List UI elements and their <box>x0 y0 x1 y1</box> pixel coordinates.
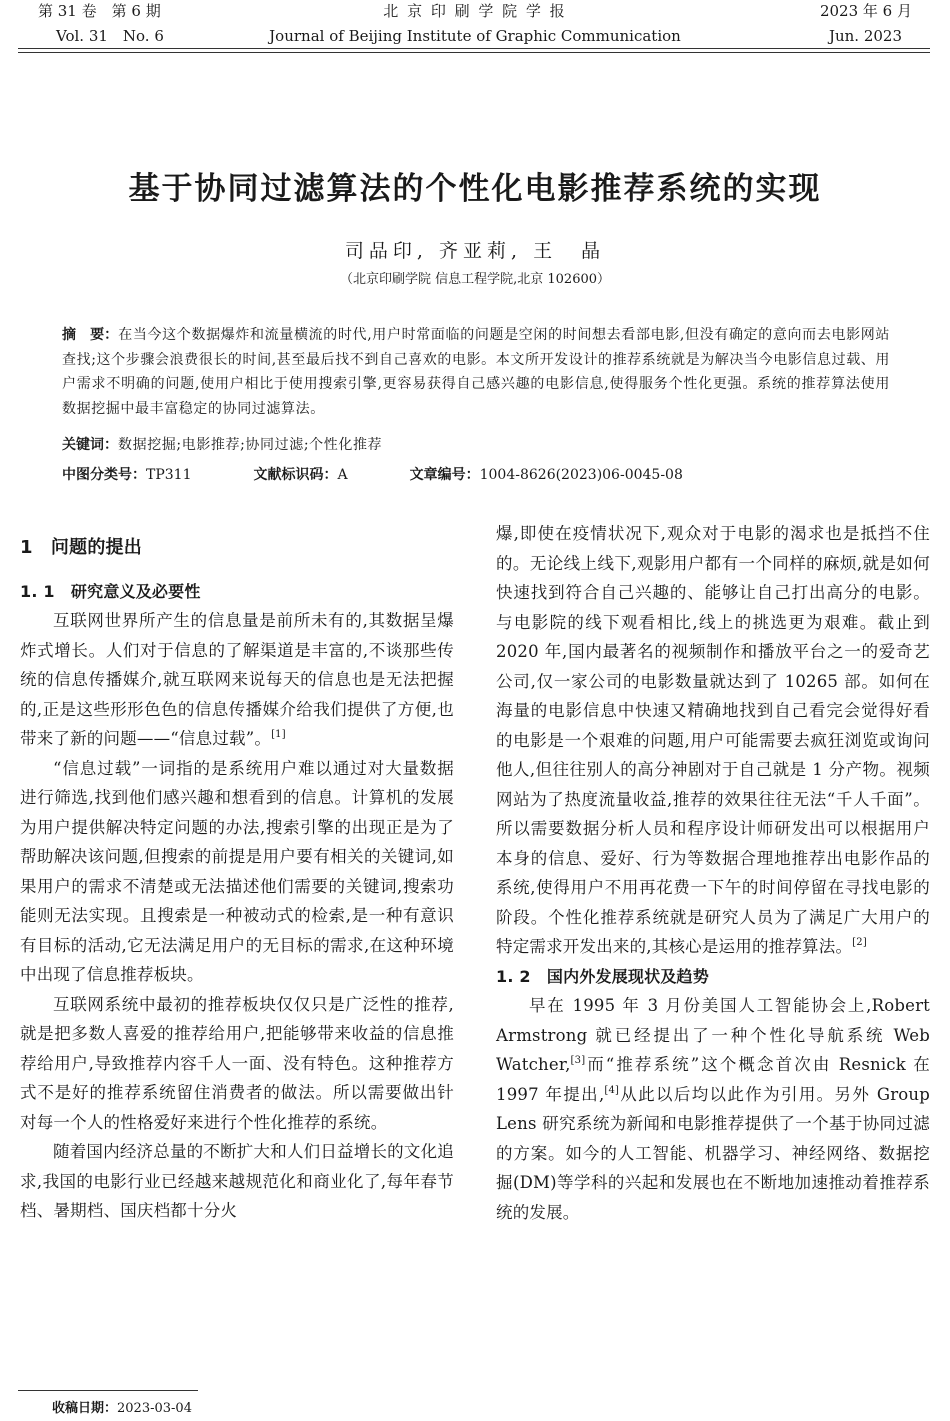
header-volume-en: Vol. 31 No. 6 <box>56 27 164 45</box>
right-column <box>496 519 930 1227</box>
article-number-value: 1004-8626(2023)06-0045-08 <box>479 467 683 483</box>
abstract-label: 摘 要： <box>62 327 119 343</box>
author-list: 司品印, 齐亚莉, 王 晶 <box>344 240 606 262</box>
keywords-text: 数据挖掘;电影推荐;协同过滤;个性化推荐 <box>118 437 383 453</box>
article-number-label: 文章编号： <box>409 467 480 483</box>
left-paragraph-4: 随着国内经济总量的不断扩大和人们日益增长的文化追求,我国的电影行业已经越来越规范化和商业化了,每年春节档、暑期档、国庆档都十分火 <box>20 1142 454 1220</box>
header-date-en: Jun. 2023 <box>828 27 902 45</box>
header-date-cn: 2023 年 6 月 <box>819 2 912 20</box>
citation-4: [4] <box>604 1084 620 1096</box>
keywords <box>62 434 382 454</box>
citation-3: [3] <box>570 1055 586 1066</box>
header-rule-thin <box>18 52 930 53</box>
left-paragraph-2: “信息过载”一词指的是系统用户难以通过对大量数据进行筛选,找到他们感兴趣和想看到的信息。计算机的发展为用户提供解决特定问题的办法,搜索引擎的出现正是为了帮助解决该问题,但搜索的前提是用户要有相关的关键词,如果用户的需求不清楚或无法描述他们需要的关键词,搜索功能则无法实现。且搜索是一种被动式的检索,是一种有意识有目标的活动,它无法满足用户的无目标的需求,在这种环境中出现了信息推荐板块。 <box>20 758 454 984</box>
header-journal-en: Journal of Beijing Institute of Graphic Communication <box>269 27 681 45</box>
header-journal-cn: 北 京 印 刷 学 院 学 报 <box>383 2 567 20</box>
citation-1: [1] <box>271 729 286 740</box>
received-date-value: 2023-03-04 <box>117 1401 192 1416</box>
affiliation: （北京印刷学院 信息工程学院,北京 102600） <box>339 272 611 287</box>
left-paragraph-3: 互联网系统中最初的推荐板块仅仅只是广泛性的推荐,就是把多数人喜爱的推荐给用户,把能够带来收益的信息推荐给用户,导致推荐内容千人一面、没有特色。这种推荐方式不是好的推荐系统留住消费者的做法。所以需要做出针对每一个人的性格爱好来进行个性化推荐的系统。 <box>20 994 454 1132</box>
received-date <box>52 1397 192 1416</box>
doc-code-label: 文献标识码： <box>253 467 338 483</box>
clc-label: 中图分类号： <box>62 467 146 483</box>
clc-value: TP311 <box>146 467 192 483</box>
section-1-heading: 1 问题的提出 <box>20 537 142 558</box>
header-rule <box>18 48 930 49</box>
section-1-1-heading: 1. 1 研究意义及必要性 <box>20 581 201 601</box>
paper-title: 基于协同过滤算法的个性化电影推荐系统的实现 <box>128 171 822 207</box>
right-paragraph-1: 爆,即使在疫情状况下,观众对于电影的渴求也是抵挡不住的。无论线上线下,观影用户都有一个同样的麻烦,就是如何快速找到符合自己兴趣的、能够让自己打出高分的电影。与电影院的线下观看相比,线上的挑选更为艰难。截止到 2020 年,国内最著名的视频制作和播放平台之一的爱奇艺公司,仅一家公司的电影数量就达到了 10265 部。如何在海量的电影信息中快速又精确地找到自己看完会觉得好看的电影是一个艰难的问题,用户可能需要去疯狂浏览或询问他人,但往往别人的高分神剧对于自己就是 1 分产物。视频网站为了热度流量收益,推荐的效果往往无法“千人千面”。所以需要数据分析人员和程序设计师研发出可以根据用户本身的信息、爱好、行为等数据合理地推荐出电影作品的系统,使得用户不用再花费一下午的时间停留在寻找电影的阶段。个性化推荐系统就是研究人员为了满足广大用户的特定需求开发出来的,其核心是运用的推荐算法。[2] <box>496 524 930 956</box>
classification-line <box>62 464 683 484</box>
section-1-2-heading: 1. 2 国内外发展现状及趋势 <box>496 966 709 986</box>
doc-code-value: A <box>337 467 348 483</box>
abstract-text: 在当今这个数据爆炸和流量横流的时代,用户时常面临的问题是空闲的时间想去看部电影,但没有确定的意向而去电影网站查找;这个步骤会浪费很长的时间,甚至最后找不到自己喜欢的电影。本文所开发设计的推荐系统就是为解决当今电影信息过载、用户需求不明确的问题,使用户相比于使用搜索引擎,更容易获得自己感兴趣的电影信息,使得服务个性化更强。系统的推荐算法使用数据挖掘中最丰富稳定的协同过滤算法。 <box>62 327 891 417</box>
header-volume-cn: 第 31 卷 第 6 期 <box>38 2 161 20</box>
footnote-rule <box>18 1390 198 1391</box>
abstract <box>62 323 890 421</box>
left-paragraph-1: 互联网世界所产生的信息量是前所未有的,其数据呈爆炸式增长。人们对于信息的了解渠道是丰富的,不谈那些传统的信息传播媒介,就互联网来说每天的信息也是无法把握的,正是这些形形色色的信息传播媒介给我们提供了方便,也带来了新的问题——“信息过载”。[1] <box>20 611 454 748</box>
keywords-label: 关键词： <box>62 437 118 453</box>
citation-2: [2] <box>852 937 867 948</box>
received-date-label: 收稿日期： <box>52 1401 118 1416</box>
left-column <box>20 533 454 1226</box>
right-paragraph-2: 早在 1995 年 3 月份美国人工智能协会上,Robert Armstrong 就已经提出了一种个性化导航系统 Web Watcher,[3]而“推荐系统”这个概念首次由 Resnick 在 1997 年提出,[4]从此以后均以此作为引用。另外 Group Lens 研究系统为新闻和电影推荐提供了一个基于协同过滤的方案。如今的人工智能、机器学习、神经网络、数据挖掘(DM)等学科的兴起和发展也在不断地加速推动着推荐系统的发展。 <box>496 996 931 1222</box>
